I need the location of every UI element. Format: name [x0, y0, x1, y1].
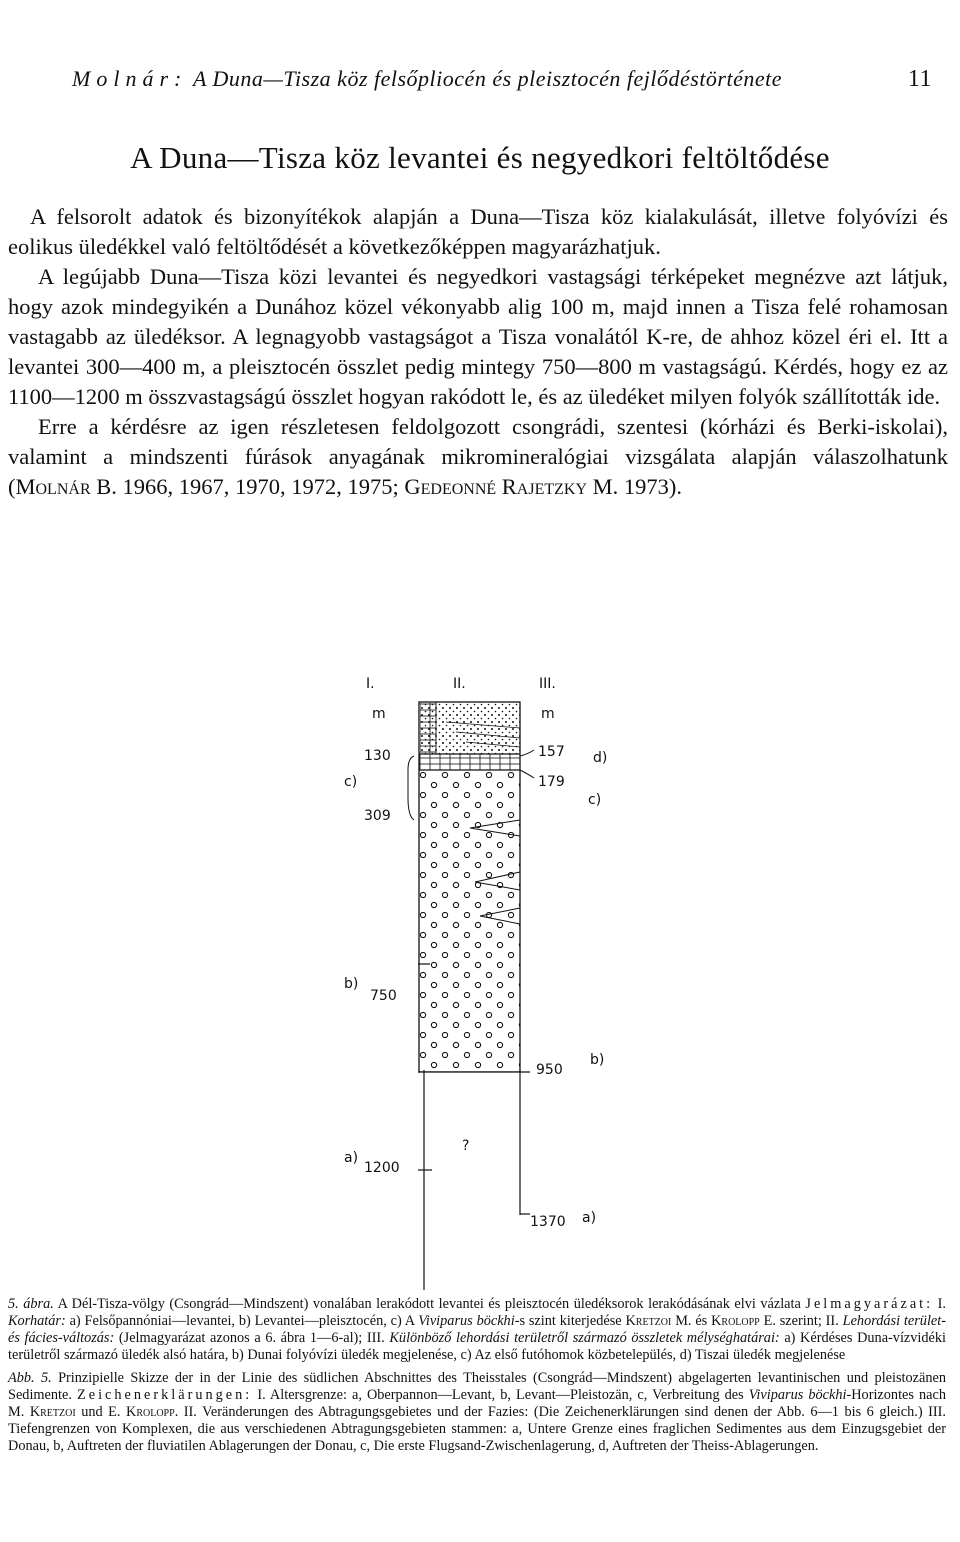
leader-157: [520, 750, 534, 756]
caption-de-viviparus: Viviparus böckhi: [748, 1387, 847, 1403]
running-header: [72, 66, 932, 102]
caption-hungarian: [8, 1296, 946, 1364]
label-c-right: c): [588, 792, 602, 808]
bracket-left: [408, 756, 414, 820]
caption-hu-legend-label: Jelmagyarázat:: [805, 1296, 934, 1312]
unit-left: m: [372, 706, 386, 722]
paragraph-1: A felsorolt adatok és bizonyítékok alapján a Duna—Tisza köz kialakulását, illetve folyóvízi és eolikus üledékkel való feltöltődését a következőképpen magyarázhatjuk.: [8, 204, 948, 259]
caption-hu-text-8: a) Kérdéses Duna-vízvidéki területről származó üledék alsó határa, b) Dunai folyóvízi üledék megjelenése, c) Az első futóhomok közbetelepülés, d) Tiszai üledék megjelenése: [8, 1330, 946, 1363]
page-number: 11: [907, 66, 932, 92]
unit-right: m: [541, 706, 555, 722]
caption-de-kretzoi: Kretzoi: [29, 1404, 76, 1420]
caption-hu-text-3: a) Felsőpannóniai—levantei, b) Levantei—pleisztocén, c) A: [65, 1313, 419, 1329]
borehole-diagram: [0, 650, 960, 1290]
label-d-right: d): [593, 750, 608, 766]
label-1370: 1370: [530, 1214, 566, 1230]
caption-de-krolopp: Krolopp: [126, 1404, 175, 1420]
question-mark: ?: [462, 1138, 470, 1154]
label-b-right: b): [590, 1052, 605, 1068]
figure-caption: [8, 1296, 946, 1455]
reference-molnar: Molnár B.: [15, 474, 117, 499]
label-130: 130: [364, 748, 391, 764]
label-157: 157: [538, 744, 565, 760]
brick-band: [419, 754, 520, 770]
leader-179: [520, 770, 534, 778]
caption-hu-korhatar: Korhatár:: [8, 1313, 66, 1329]
caption-hu-lehordasi: Lehordási terület- és fácies-változás:: [8, 1313, 947, 1346]
label-950: 950: [536, 1062, 563, 1078]
paragraph-3-text: Erre a kérdésre az igen részletesen feldolgozott csongrádi, szentesi (kórházi és Berki-iskolai), valamint a mindszenti fúrások anyagának mikromineralógiai vizsgálata alapján válaszolhatunk (: [8, 414, 948, 499]
caption-hu-text-1: A Dél-Tisza-völgy (Csongrád—Mindszent) vonalában lerakódott levantei és pleisztocén üledéksorok lerakódásának elvi vázlata: [53, 1296, 806, 1312]
label-b-left: b): [344, 976, 359, 992]
caption-hu-viviparus: Viviparus böckhi: [418, 1313, 515, 1329]
paragraph-3-years: 1966, 1967, 1970, 1972, 1975;: [116, 474, 405, 499]
label-a-left: a): [344, 1150, 359, 1166]
label-179: 179: [538, 774, 565, 790]
caption-de-text-4: und E.: [75, 1404, 127, 1420]
caption-hu-text-5: M. és: [671, 1313, 712, 1329]
label-c-left: c): [344, 774, 358, 790]
caption-hu-kulonbozo: Különböző lehordási területről származó összletek mélységhatárai:: [389, 1330, 780, 1346]
caption-hu-text-2: I.: [933, 1296, 946, 1312]
label-309: 309: [364, 808, 391, 824]
caption-de-text-1: Prinzipielle Skizze der in der Linie des südlichen Abschnittes des Theisstales (Csongrád—Mindszent) abgelagerten levantinischen und pleistozänen Sedimente.: [8, 1370, 946, 1403]
caption-de-legend-label: Zeichenerklärungen:: [76, 1387, 253, 1403]
header-title: A Duna—Tisza köz felsőpliocén és pleisztocén fejlődéstörténete: [192, 66, 783, 91]
caption-de-text-3: -Horizontes nach M.: [8, 1387, 946, 1420]
caption-hu-text-7: (Jelmagyarázat azonos a 6. ábra 1—6-al); III.: [114, 1330, 390, 1346]
reference-gedeonne: Gedeonné Rajetzky M.: [404, 474, 619, 499]
column-label-iii: III.: [539, 676, 556, 692]
caption-hu-number: 5. ábra.: [8, 1296, 54, 1312]
caption-de-text-5: . II. Veränderungen des Abtragungsgebietes und der Fazies: (Die Zeichenerklärungen sind denen der Abb. 6—1 bis 6 gleich.) III. Tiefengrenzen von Komplexen, die aus verschiedenen Abtragungsgebieten stammen: a, Untere Grenze eines fraglichen Sedimentes aus dem Einzugsgebiet der Donau, b, Auftreten der fluviatilen Ablagerungen der Donau, c, Die erste Flugsand-Zwischenlagerung, d, Auftreten der Theiss-Ablagerungen.: [8, 1404, 946, 1454]
caption-de-number: Abb. 5.: [8, 1370, 52, 1386]
caption-hu-krolopp: Krolopp: [711, 1313, 760, 1329]
paragraph-3: [8, 412, 948, 502]
caption-de-text-2: I. Altersgrenze: a, Oberpannon—Levant, b, Levant—Pleistozän, c, Verbreitung des: [252, 1387, 749, 1403]
label-1200: 1200: [364, 1160, 400, 1176]
caption-hu-text-6: E. szerint; II.: [759, 1313, 843, 1329]
paragraph-2: A legújabb Duna—Tisza közi levantei és negyedkori vastagsági térképeket megnézve azt látjuk, hogy azok mindegyikén a Dunához közel vékonyabb alig 100 m, majd innen a Tisza felé rohamosan vastagabb az üledéksor. A legnagyobb vastagságot a Tisza vonalától K-re, de ahhoz közel éri el. Itt a levantei 300—400 m, a pleisztocén összlet pedig mintegy 750—800 m vastagságú. Kérdés, hogy ez az 1100—1200 m összvastagságú összlet hogyan rakódott le, és az üledéket milyen folyók szállították ide.: [8, 264, 948, 409]
column-label-i: I.: [366, 676, 375, 692]
top-brick-strip: [420, 703, 436, 753]
label-750: 750: [370, 988, 397, 1004]
section-title: A Duna—Tisza köz levantei és negyedkori feltöltődése: [130, 140, 830, 175]
column-label-ii: II.: [453, 676, 466, 692]
lower-unknown-zone: [420, 1072, 520, 1212]
caption-hu-text-4: -s szint kiterjedése: [514, 1313, 626, 1329]
label-a-right: a): [582, 1210, 597, 1226]
caption-hu-kretzoi: Kretzoi: [625, 1313, 672, 1329]
header-author: Molnár:: [72, 66, 188, 91]
body-text: [8, 202, 948, 502]
paragraph-3-end: 1973).: [618, 474, 683, 499]
caption-german: [8, 1370, 946, 1455]
